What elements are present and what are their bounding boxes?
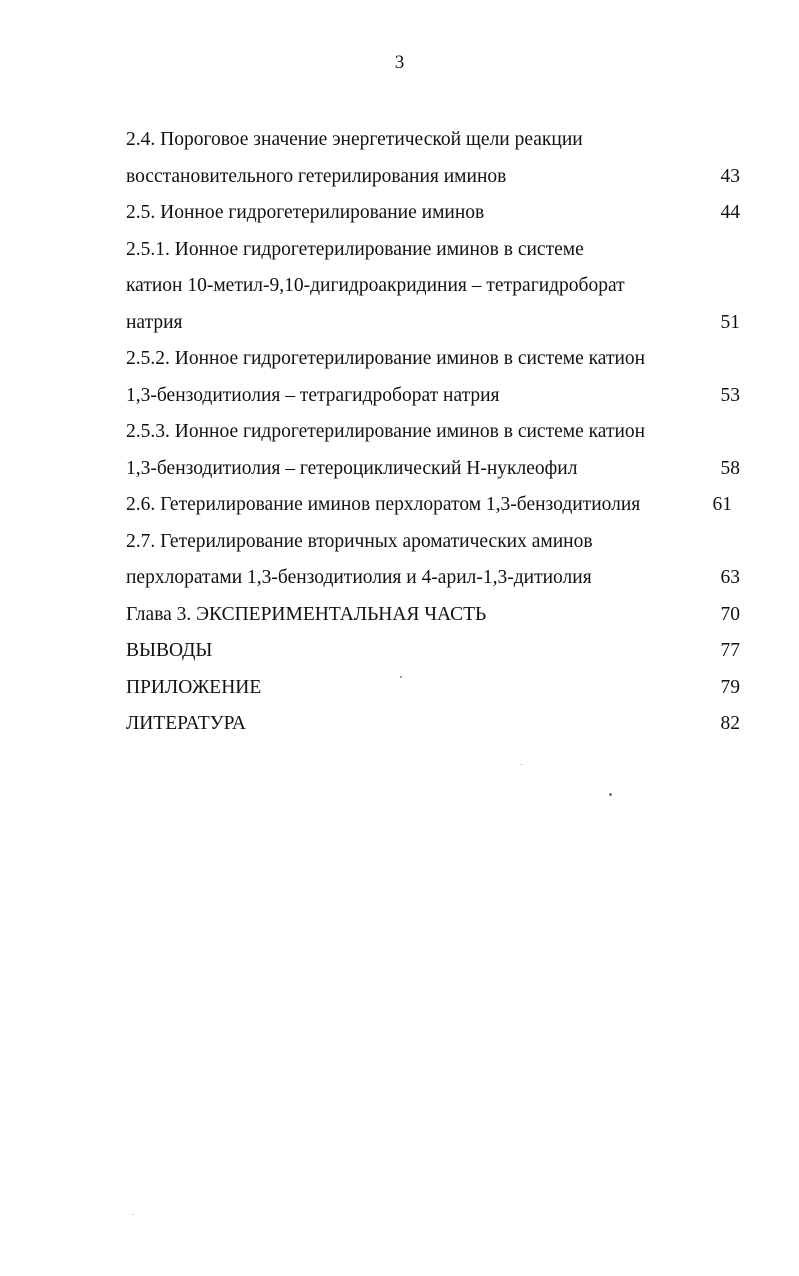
toc-entry-conclusions: [126, 633, 740, 670]
toc-entry-2-5-3: [126, 414, 740, 487]
toc-page-number: 51: [720, 311, 740, 333]
toc-page-number: 44: [720, 202, 740, 223]
toc-entry-text: 1,3-бензодитиолия – гетероциклический Н-нуклеофил: [126, 457, 578, 479]
toc-entry-2-5-2: [126, 341, 740, 414]
toc-entry-literature: [126, 706, 740, 743]
toc-page-number: 43: [720, 165, 740, 187]
toc-entry-text: перхлоратами 1,3-бензодитиолия и 4-арил-1,3-дитиолия: [126, 567, 592, 588]
table-of-contents: [126, 122, 740, 743]
toc-entry-text: 2.7. Гетерилирование вторичных ароматических аминов: [126, 530, 593, 552]
toc-entry-text: ПРИЛОЖЕНИЕ: [126, 676, 262, 698]
toc-page-number: 70: [720, 603, 740, 625]
scan-speck: [132, 1214, 133, 1215]
toc-entry-2-5-1: [126, 232, 740, 342]
toc-entry-text: ВЫВОДЫ: [126, 640, 213, 661]
toc-entry-text: 2.5.3. Ионное гидрогетерилирование иминов в системе катион: [126, 421, 646, 442]
toc-page-number: 58: [720, 457, 740, 479]
toc-entry-text: Глава 3. ЭКСПЕРИМЕНТАЛЬНАЯ ЧАСТЬ: [126, 603, 487, 625]
toc-entry-text: натрия: [126, 311, 183, 333]
toc-entry-text: 2.6. Гетерилирование иминов перхлоратом 1,3-бензодитиолия: [126, 494, 641, 515]
toc-page-number: 82: [720, 713, 740, 734]
toc-entry-chapter-3: [126, 597, 740, 634]
toc-page-number: 63: [720, 567, 740, 588]
toc-entry-2-4: [126, 122, 740, 195]
toc-entry-text: 1,3-бензодитиолия – тетрагидроборат натрия: [126, 384, 500, 406]
scan-speck: [521, 764, 522, 765]
toc-page-number: 77: [720, 640, 740, 661]
toc-page-number: 79: [720, 676, 740, 698]
toc-entry-2-5: [126, 195, 740, 232]
toc-entry-appendix: [126, 670, 740, 707]
toc-entry-text: 2.5.1. Ионное гидрогетерилирование иминов в системе: [126, 238, 584, 260]
toc-entry-text: 2.5.2. Ионное гидрогетерилирование иминов в системе катион: [126, 348, 646, 369]
toc-entry-text: 2.4. Пороговое значение энергетической щели реакции: [126, 129, 583, 150]
scan-speck: [400, 676, 402, 678]
toc-entry-text: катион 10-метил-9,10-дигидроакридиния – тетрагидроборат: [126, 275, 625, 296]
toc-entry-text: ЛИТЕРАТУРА: [126, 713, 246, 734]
toc-page-number: 53: [720, 384, 740, 406]
toc-entry-2-6: [126, 487, 740, 524]
scan-speck: [609, 793, 612, 796]
toc-entry-2-7: [126, 524, 740, 597]
toc-entry-text: 2.5. Ионное гидрогетерилирование иминов: [126, 202, 485, 223]
toc-page-number: 61: [712, 494, 732, 515]
toc-entry-text: восстановительного гетерилирования иминов: [126, 165, 507, 187]
page-number: 3: [394, 52, 405, 73]
